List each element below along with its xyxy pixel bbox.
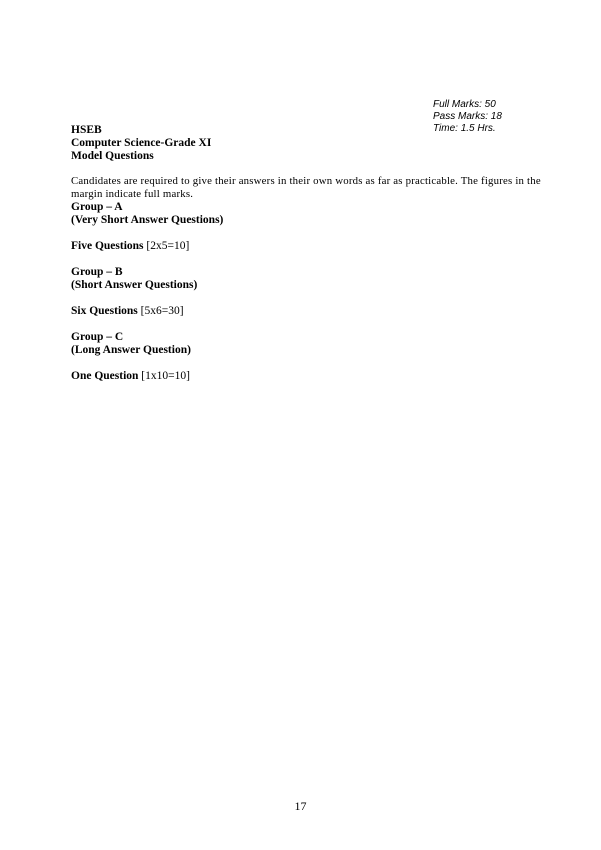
group-question-count [71,240,223,253]
question-count-label: Six Questions [71,305,138,317]
group-question-count [71,370,223,383]
full-marks: Full Marks: 50 [433,99,496,110]
group-heading: Group – C [71,331,124,343]
group-heading: Group – A [71,201,123,213]
group-b [71,266,223,318]
group-type: (Short Answer Questions) [71,279,198,291]
question-marks: [5x6=30] [137,305,184,317]
group-type: (Long Answer Question) [71,344,191,356]
question-marks: [1x10=10] [138,370,190,382]
exam-subject: Computer Science-Grade XI [71,137,212,149]
group-type: (Very Short Answer Questions) [71,214,224,226]
question-groups [71,201,223,383]
question-marks: [2x5=10] [143,240,190,252]
exam-board: HSEB [71,124,102,136]
pass-marks: Pass Marks: 18 [433,111,502,122]
question-count-label: Five Questions [71,240,144,252]
group-c [71,331,223,383]
question-count-label: One Question [71,370,139,382]
group-heading: Group – B [71,266,123,278]
group-a [71,201,223,253]
marks-info [433,99,502,135]
instructions-paragraph: Candidates are required to give their answers in their own words as far as practicable. The figures in the margin indicate full marks. [71,175,541,200]
page-number: 17 [294,799,307,813]
exam-title: Model Questions [71,150,154,162]
exam-header [71,124,211,163]
group-question-count [71,305,223,318]
time-allowed: Time: 1.5 Hrs. [433,123,496,134]
